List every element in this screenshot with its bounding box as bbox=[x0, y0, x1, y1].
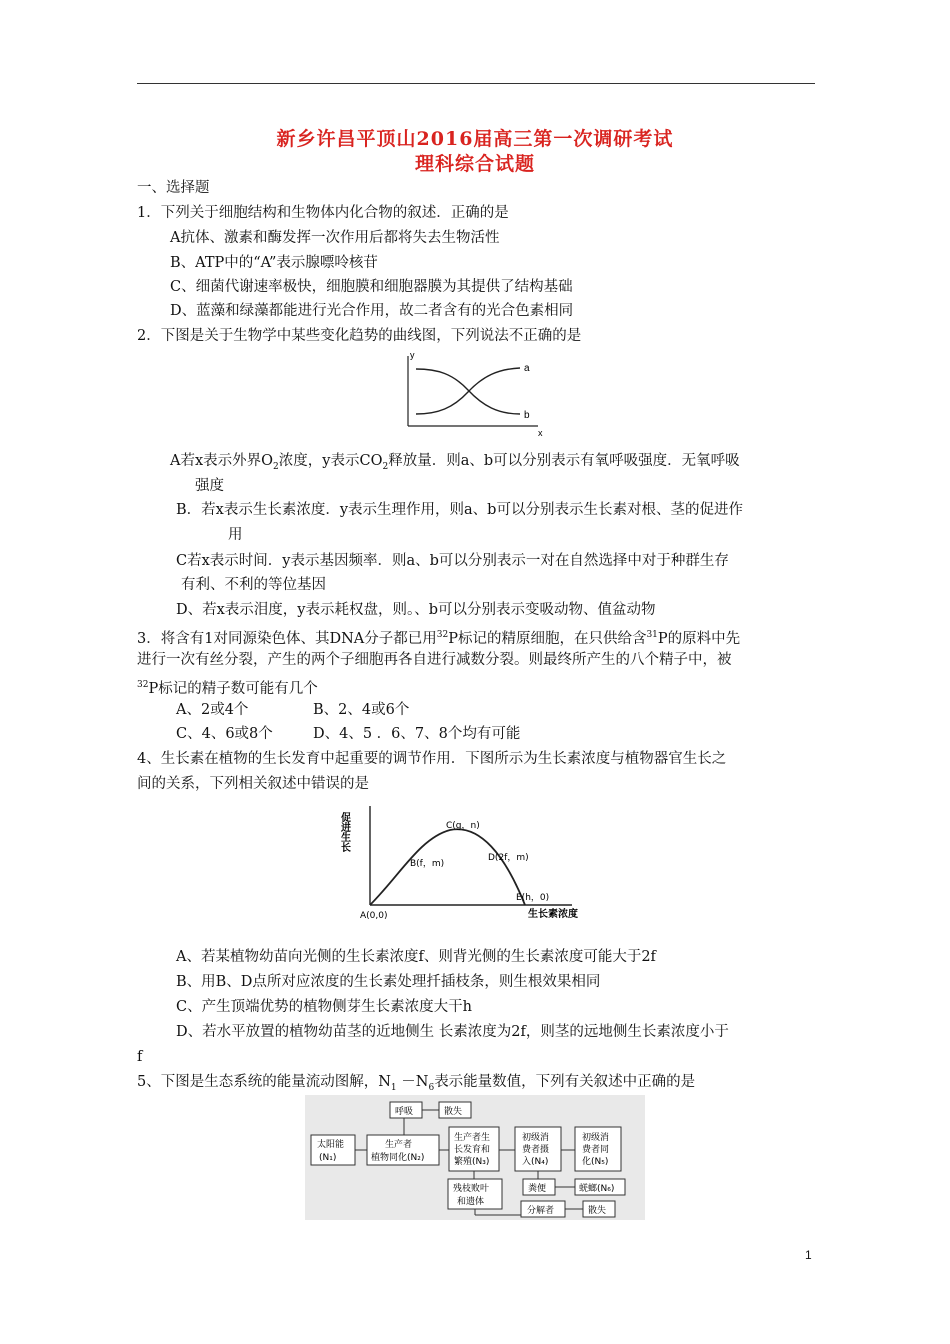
q5-grow-text2: 长发育和 bbox=[454, 1145, 491, 1155]
q5-loss2-text: 散失 bbox=[588, 1206, 607, 1216]
q2-option-b-cont: 用 bbox=[228, 527, 243, 543]
header-rule bbox=[137, 83, 815, 84]
q3-option-a: A、2或4个 bbox=[176, 702, 249, 718]
q5-grow-text3: 繁殖(N₃) bbox=[454, 1157, 490, 1167]
q4-x-label: 生长素浓度 bbox=[528, 909, 578, 920]
q3-line2: 进行一次有丝分裂，产生的两个子细胞再各自进行减数分裂。则最终所产生的八个精子中，被 bbox=[137, 652, 732, 668]
q5-litter-text2: 和遗体 bbox=[457, 1197, 485, 1207]
q4-line1: 4、生长素在植物的生长发育中起重要的调节作用．下图所示为生长素浓度与植物器官生长之 bbox=[137, 751, 727, 767]
q5-prod-n: 植物同化(N₂) bbox=[371, 1153, 425, 1163]
q4-option-b: B、用B、D点所对应浓度的生长素处理扦插枝条，则生根效果相同 bbox=[176, 974, 601, 990]
q1-option-a: A抗体、激素和酶发挥一次作用后都将失去生物活性 bbox=[170, 230, 500, 246]
q3-option-c: C、4、6或8个 bbox=[176, 726, 273, 742]
q5-cons2-text3: 化(N₅) bbox=[582, 1157, 609, 1167]
q3-option-b: B、2、4或6个 bbox=[313, 702, 410, 718]
q3-option-d: D、4、5 ．6、7、8个均有可能 bbox=[313, 726, 521, 742]
q2-option-a-cont: 强度 bbox=[195, 478, 224, 494]
section-heading: 一、选择题 bbox=[137, 180, 210, 196]
page-subtitle: 理科综合试题 bbox=[414, 153, 535, 175]
q5-cons2-text1: 初级消 bbox=[582, 1133, 610, 1143]
q5-cons1-text1: 初级消 bbox=[522, 1133, 550, 1143]
q5-resp-text: 呼吸 bbox=[395, 1107, 414, 1117]
q5-litter-text1: 残枝败叶 bbox=[453, 1184, 490, 1194]
q5-energy-flow-figure bbox=[305, 1095, 645, 1220]
page-title: 新乡许昌平顶山2016届高三第一次调研考试 bbox=[276, 128, 674, 150]
q2-option-c: C若x表示时间．y表示基因频率．则a、b可以分别表示一对在自然选择中对于种群生存 bbox=[176, 553, 729, 569]
q2-option-a: A若x表示外界$O_2$浓度，y表示$CO_2$释放量．则a、b可以分别表示有氧呼吸强度．无氧呼吸 bbox=[170, 453, 740, 472]
q1-stem: 1．下列关于细胞结构和生物体内化合物的叙述．正确的是 bbox=[137, 205, 509, 221]
q2-stem: 2．下图是关于生物学中某些变化趋势的曲线图，下列说法不正确的是 bbox=[137, 328, 582, 344]
q2-label-a: a bbox=[524, 363, 530, 374]
page-number: 1 bbox=[805, 1248, 812, 1262]
q2-x-label: x bbox=[538, 428, 543, 438]
q3-line3: $^{32}$P标记的精子数可能有几个 bbox=[137, 680, 318, 697]
q5-decomp-text: 分解者 bbox=[527, 1206, 555, 1216]
q1-option-d: D、蓝藻和绿藻都能进行光合作用，故二者含有的光合色素相同 bbox=[170, 303, 574, 319]
q2-option-d: D、若x表示泪度，y表示耗权盘，则。、b可以分别表示变吸动物、值盆动物 bbox=[176, 602, 656, 618]
q4-y-label: 促进生长 bbox=[338, 812, 350, 852]
q5-grow-text1: 生产者生 bbox=[454, 1133, 491, 1143]
q4-option-d-cont: f bbox=[137, 1049, 143, 1065]
q4-line2: 间的关系，下列相关叙述中错误的是 bbox=[137, 776, 369, 792]
q4-option-a: A、若某植物幼苗向光侧的生长素浓度f、则背光侧的生长素浓度可能大于2f bbox=[176, 949, 656, 965]
q5-cons2-text2: 费者同 bbox=[582, 1145, 610, 1155]
q2-option-c-cont: 有利、不利的等位基因 bbox=[181, 577, 326, 593]
q4-point-b: B(f，m) bbox=[410, 859, 445, 869]
q4-growth-figure bbox=[340, 800, 580, 925]
q2-y-label: y bbox=[410, 350, 415, 360]
q5-sun-text: 太阳能 bbox=[317, 1140, 345, 1150]
q2-option-b: B．若x表示生长素浓度．y表示生理作用，则a、b可以分别表示生长素对根、茎的促进作 bbox=[176, 502, 743, 518]
q1-option-c: C、细菌代谢速率极快，细胞膜和细胞器膜为其提供了结构基础 bbox=[170, 279, 573, 295]
q5-prod-text: 生产者 bbox=[385, 1140, 413, 1150]
q5-cons1-text2: 费者摄 bbox=[522, 1145, 550, 1155]
q4-option-c: C、产生顶端优势的植物侧芽生长素浓度大干h bbox=[176, 999, 472, 1015]
q2-label-b: b bbox=[524, 410, 530, 421]
q2-curve-figure bbox=[398, 350, 548, 440]
q4-point-a: A(0,0) bbox=[360, 911, 388, 921]
q4-point-d: D(2f，m) bbox=[488, 853, 529, 863]
q5-dung-text: 蜣螂(N₆) bbox=[579, 1184, 615, 1194]
q5-cons1-text3: 入(N₄) bbox=[522, 1157, 549, 1167]
q5-stem: 5、下图是生态系统的能量流动图解，$N_1 -N_6$表示能量数值，下列有关叙述中正确的是 bbox=[137, 1074, 696, 1093]
q5-feces-text: 粪便 bbox=[528, 1184, 547, 1194]
q4-point-c: C(g，n) bbox=[446, 821, 480, 831]
q1-option-b: B、ATP中的“A”表示腺嘌呤核苷 bbox=[170, 255, 378, 271]
q4-option-d: D、若水平放置的植物幼苗茎的近地侧生 长素浓度为2f，则茎的远地侧生长素浓度小于 bbox=[176, 1024, 729, 1040]
q5-sun-n: (N₁) bbox=[319, 1153, 337, 1163]
q4-point-e: E(h，0) bbox=[516, 893, 550, 903]
q5-loss1-text: 散失 bbox=[444, 1107, 463, 1117]
q3-line1: 3．将含有1对同源染色体、其DNA分子都已用$^{32}$P标记的精原细胞，在只供给含$^{31}$P的原料中先 bbox=[137, 630, 741, 647]
q2-curve-a bbox=[416, 368, 520, 414]
q4-curve bbox=[370, 829, 525, 905]
